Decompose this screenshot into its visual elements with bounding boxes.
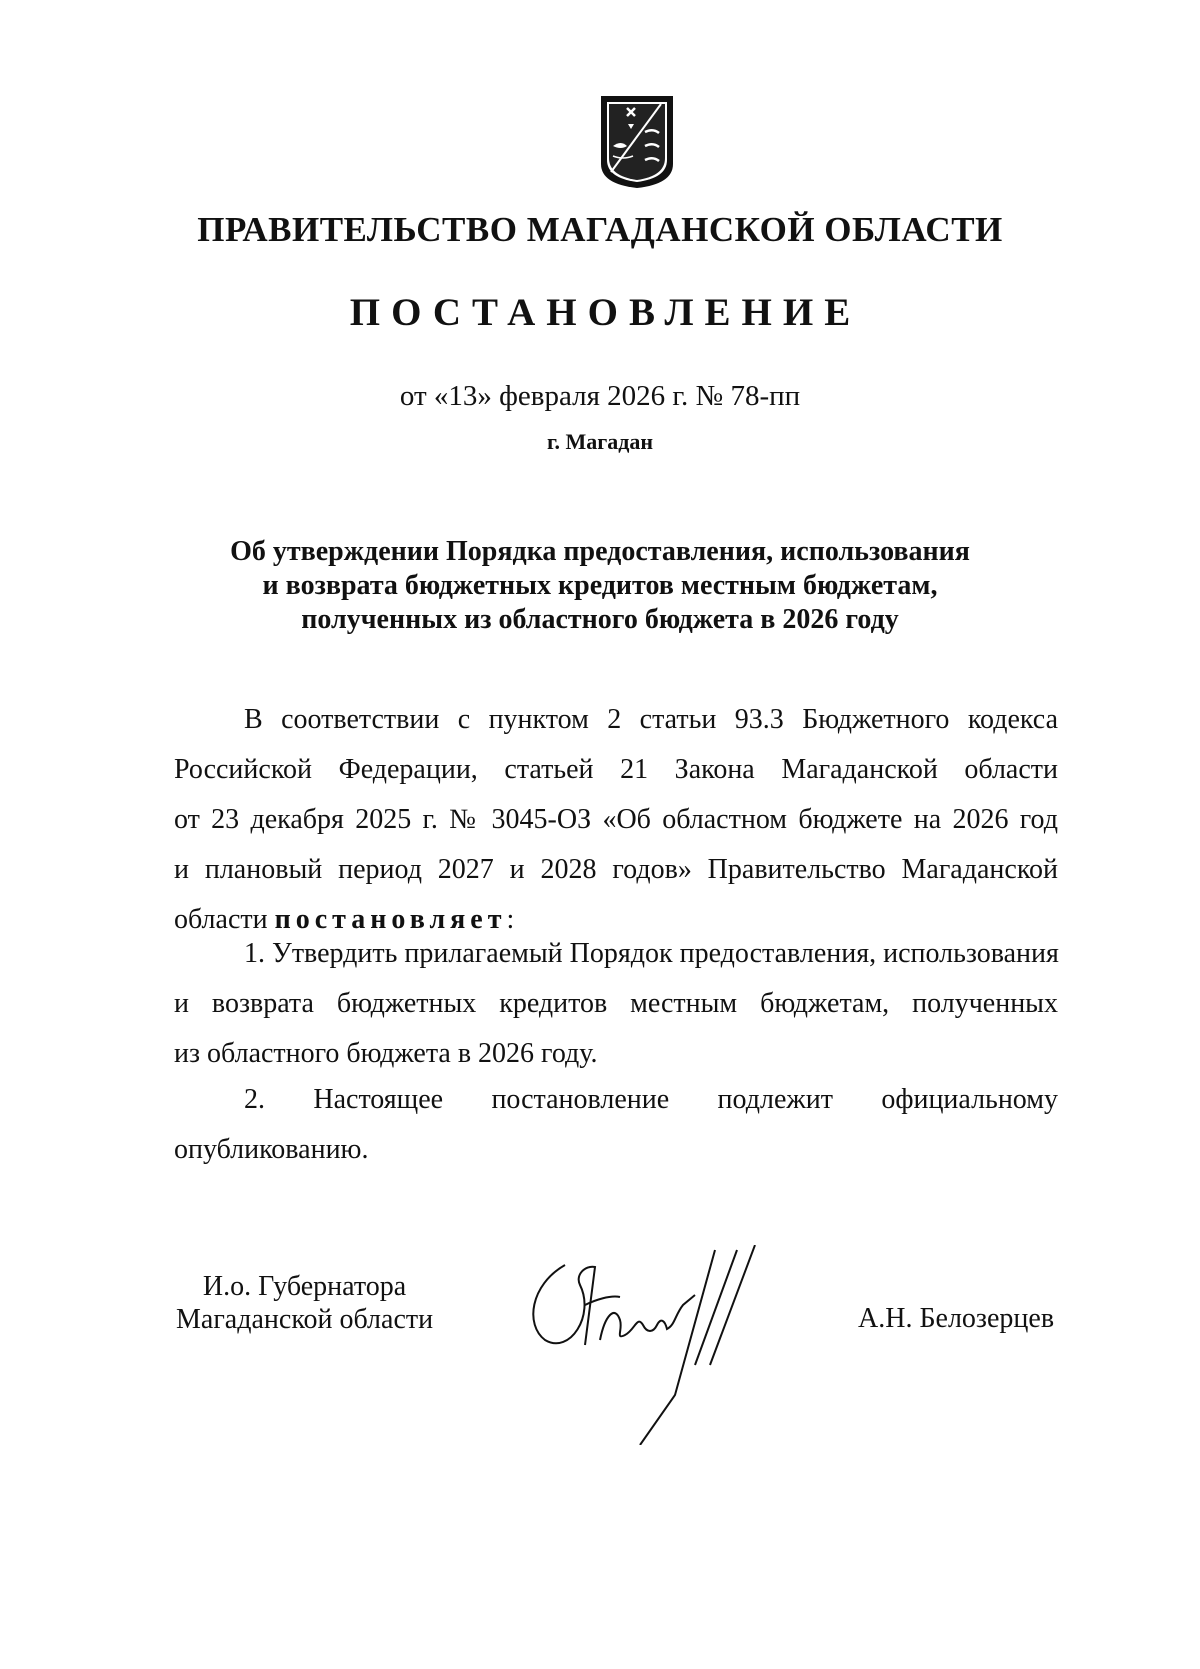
paragraph-line: из областного бюджета в 2026 году. [174, 1038, 598, 1069]
paragraph-line: В соответствии с пунктом 2 статьи 93.3 Бюджетного кодекса [244, 704, 1058, 735]
item-2-paragraph [174, 1075, 1058, 1175]
document-type: ПОСТАНОВЛЕНИЕ [349, 291, 862, 334]
paragraph-line: от 23 декабря 2025 г. № 3045-ОЗ «Об областном бюджете на 2026 год [174, 804, 1058, 835]
handwritten-signature [525, 1245, 795, 1445]
title-line: и возврата бюджетных кредитов местным бюджетам, [262, 570, 938, 601]
document-title [0, 535, 1200, 637]
decree-word: постановляет [274, 904, 507, 935]
preamble-tail: области [174, 904, 275, 935]
item-1-paragraph [174, 929, 1058, 1079]
paragraph-line: 1. Утвердить прилагаемый Порядок предоставления, использования [244, 938, 1059, 969]
document-date-number: от «13» февраля 2026 г. № 78-пп [399, 380, 801, 412]
preamble-paragraph [174, 695, 1058, 945]
paragraph-line: и возврата бюджетных кредитов местным бюджетам, полученных [174, 988, 1058, 1019]
document-city: г. Магадан [546, 429, 654, 454]
paragraph-line: и плановый период 2027 и 2028 годов» Правительство Магаданской [174, 854, 1058, 885]
signatory-position-line: И.о. Губернатора [202, 1271, 407, 1302]
signatory-position [176, 1270, 433, 1336]
decree-colon: : [506, 904, 515, 935]
signatory-position-line: Магаданской области [176, 1304, 434, 1335]
paragraph-line: опубликованию. [174, 1134, 369, 1165]
paragraph-line: Российской Федерации, статьей 21 Закона Магаданской области [174, 754, 1058, 785]
title-line: Об утверждении Порядка предоставления, использования [230, 536, 970, 567]
coat-of-arms-emblem [599, 94, 675, 190]
signatory-name: А.Н. Белозерцев [858, 1303, 1055, 1334]
paragraph-line: 2. Настоящее постановление подлежит официальному [244, 1084, 1058, 1115]
title-line: полученных из областного бюджета в 2026 году [301, 604, 899, 635]
issuing-authority: ПРАВИТЕЛЬСТВО МАГАДАНСКОЙ ОБЛАСТИ [197, 210, 1003, 249]
